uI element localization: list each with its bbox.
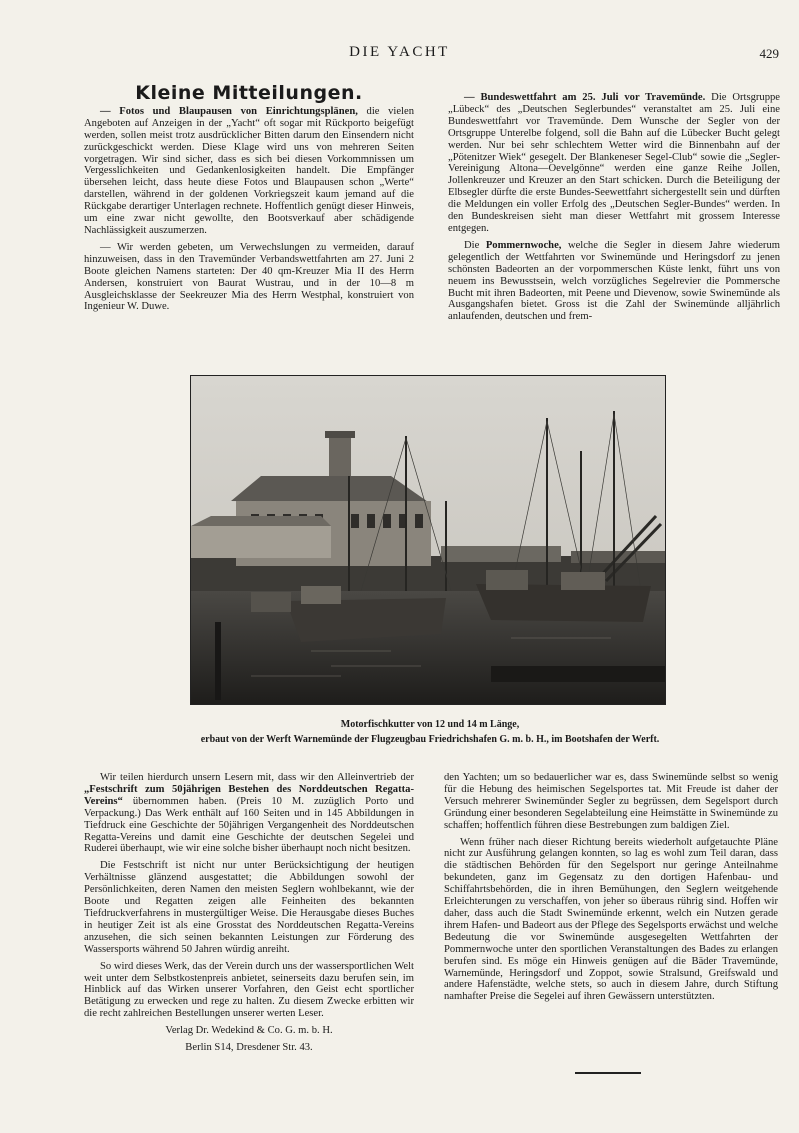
publisher-imprint-line-1: Verlag Dr. Wedekind & Co. G. m. b. H.: [165, 1025, 333, 1037]
article-travemuende-note: — Wir werden gebeten, um Verwechslungen zu vermeiden, darauf hinzuweisen, dass in den Travemünder Verbandswettfahrten am 27. Juni 2 Boote gleichen Namens starteten: Der 40 qm-Kreuzer Mia II des Herrn Andersen, konstruiert von Baurat Wustrau, und in der 10—8 m Ausgleichsklasse der Seekreuzer Mia des Herrn Westphal, konstruiert von Ingenieur W. Duwe.: [84, 241, 414, 313]
article-body-pommernwoche: welche die Segler in diesem Jahre wiederum gelegentlich der Wettfahrten vor Swinemünde und Heringsdorf zu jenen schönsten Badeorten an der vorpommerschen Küste lenkt, führt uns von neuem ins Bewusstsein, welch vorzügliches Segelrevier die Pommersche Bucht mit ihren Badeorten, mit Peene und Dievenow, sowie Swinemünde als Ausgangshafen bietet. Gross ist die Zahl der Swinemünde alljährlich anlaufenden, deutschen und frem-: [448, 239, 780, 323]
swinemuende-paragraph-1: den Yachten; um so bedauerlicher war es, dass Swinemünde selbst so wenig für die Hebung des heimischen Segelsportes tat. Mit Freude ist daher der Versuch mehrerer Swinemünder Segler zu begrüssen, dem Segelsport durch Gründung einer besonderen Segelabteilung eine Heimstätte in Swinemünde zu schaffen; hoffentlich führen diese Bestrebungen zum baldigen Ziel.: [444, 772, 778, 831]
section-heading: Kleine Mitteilungen.: [135, 82, 363, 104]
left-column-top: [84, 82, 414, 318]
page-number: 429: [759, 46, 779, 61]
article-photos-blueprints: [84, 106, 414, 237]
article-body-bundeswettfahrt: Die Ortsgruppe „Lübeck“ des „Deutschen Seglerbundes“ veranstaltet am 25. Juli eine Bundeswettfahrt vor Travemünde. Dem Wunsche der Segler von der Ortsgruppe Unterelbe folgend, soll die Bahn auf die Lübecker Bucht gelegt werden. Nur bei sehr schlechtem Wetter wird die Binnenbahn auf der „Pötenitzer Wiek“ gesegelt. Der Blankeneser Segel-Club“ sowie die „Segler-Vereinigung Altona—Oevelgönne“ werden eine ganze Reihe Jollen, Jollenkreuzer und Kreuzer an den Start schicken. Durch die Beteiligung der Elbsegler dürfte die erste Bundes-Seewettfahrt sichergestellt sein und dürften die Meldungen ein voller Erfolg des „Deutschen Segler-Bundes“ werden. In den Bundeskreisen sieht man dieser Wettfahrt mit grossem Interesse entgegen.: [448, 92, 781, 234]
harbor-photo-illustration: [191, 376, 665, 704]
harbor-photograph: [190, 375, 666, 705]
figure-caption-line-1: Motorfischkutter von 12 und 14 m Länge,: [340, 719, 520, 730]
festschrift-title: „Festschrift zum 50jährigen Bestehen des Norddeutschen Regatta-Vereins“: [84, 783, 414, 807]
masthead-title: DIE YACHT: [349, 44, 450, 60]
article-title-photos: — Fotos und Blaupausen von Einrichtungsplänen,: [100, 105, 358, 117]
festschrift-paragraph-3: So wird dieses Werk, das der Verein durch uns der wassersportlichen Welt weit unter dem Selbstkostenpreis anbietet, seinerseits dazu berufen sein, im Hinblick auf das Wirken unserer Vorfahren, den Geist echt sportlicher Betätigung zu erwecken und rege zu halten. Zu diesem Zwecke erbitten wir die recht zahlreichen Bestellungen unserer werten Leser.: [84, 960, 414, 1020]
left-column-bottom: [84, 772, 414, 1059]
article-title-bundeswettfahrt: — Bundeswettfahrt am 25. Juli vor Travemünde.: [464, 92, 706, 103]
swinemuende-paragraph-2: Wenn früher nach dieser Richtung bereits wiederholt aufgetauchte Pläne nicht zur Ausführung gelangen konnten, so lag es wohl zum Teil daran, dass die städtischen Behörden für den Segelsport nur geringe Anteilnahme bekundeten, ganz im Gegensatz zu den dortigen Hafenbau- und Schiffahrtsbehörden, die in ihren Bemühungen, den Seglern weitgehende Erleichterungen zu verschaffen, von jeher so überaus rührig sind. Hoffen wir daher, dass auch die Stadt Swinemünde erkennt, welch ein Nutzen gerade ihrem Hafen- und Badeort aus der Pflege des Segelsports erwächst und welche Bedeutung die vor Swinemünde ausgesegelten Wettfahrten der Pommernwoche unter den sportlichen Veranstaltungen des Bades zu erlangen berufen sind. Es möge ein Hinweis genügen auf die Bäder Travemünde, Warnemünde, Heringsdorf und Zoppot, sowie Stralsund, Greifswald und andere Hafenstädte, welche stets, so auch in diesem Jahre, durch Stiftung namhafter Preise die Segelei auf ihren Gewässern unterstützten.: [444, 836, 778, 1003]
article-pommernwoche: [448, 240, 780, 323]
festschrift-body: übernommen haben. (Preis 10 M. zuzüglich Porto und Verpackung.) Das Werk enthält auf 160 Seiten und in 145 Abbildungen in Tiefdruck eine Geschichte der 50jährigen Vergangenheit des Norddeutschen Regatta-Vereins und damit eine Geschichte der deutschen Segelei und Ruderei überhaupt, wie wir eine solche bisher überhaupt noch nicht besitzen.: [84, 795, 414, 855]
article-title-pommernwoche: Pommernwoche,: [485, 239, 562, 251]
article-body-photos: die vielen Angeboten auf Anzeigen in der „Yacht“ oft sogar mit Rückporto beigefügt werden, sollen meist trotz ausdrücklicher Bitten darum den Einsendern nicht zurückgeschickt werden. Diese Klage wird uns von mehreren Seiten vorgetragen. Wir sind sicher, dass es sich bei diesen Vorkommnissen um Vergesslichkeiten und Gedankenlosigkeiten handelt. Die Empfänger übersehen leicht, dass heute diese Fotos und Blaupausen schon „Werte“ darstellen, während in der goldenen Vorkriegszeit kaum jemand auf die Rückgabe derartiger Unterlagen rechnete. Hoffentlich genügt dieser Hinweis, um eine zwar nicht gewollte, den Bootsverkauf aber schädigende Nachlässigkeit auszumerzen.: [84, 105, 414, 236]
end-of-article-rule: [575, 1072, 641, 1074]
right-column-top: [448, 92, 780, 328]
pommernwoche-intro: Die: [464, 239, 480, 251]
publisher-imprint-line-2: Berlin S14, Dresdener Str. 43.: [185, 1042, 313, 1054]
right-column-bottom: [444, 772, 778, 1008]
festschrift-paragraph-2: Die Festschrift ist nicht nur unter Berücksichtigung der heutigen Verhältnisse glänzend ausgestattet; die Abbildungen sowohl der Persönlichkeiten, deren Namen den meisten Seglern wohlbekannt, wie der Boote und Regatten zeigen alle Feinheiten des bekannten Tiefdruckverfahrens in mustergültiger Weise. Die Herausgabe dieses Buches in heutiger Zeit ist als eine Grosstat des Norddeutschen Regatta-Vereins anzusehen, die sich seinen bekannten Leistungen zur Förderung des Wassersports während 50 Jahren würdig anreiht.: [84, 860, 414, 955]
article-bundeswettfahrt: [448, 92, 780, 235]
figure-caption-line-2: erbaut von der Werft Warnemünde der Flugzeugbau Friedrichshafen G. m. b. H., im Bootshafen der Werft.: [200, 734, 660, 745]
festschrift-intro: Wir teilen hierdurch unsern Lesern mit, dass wir den Alleinvertrieb der: [100, 772, 414, 783]
article-festschrift: [84, 772, 414, 855]
